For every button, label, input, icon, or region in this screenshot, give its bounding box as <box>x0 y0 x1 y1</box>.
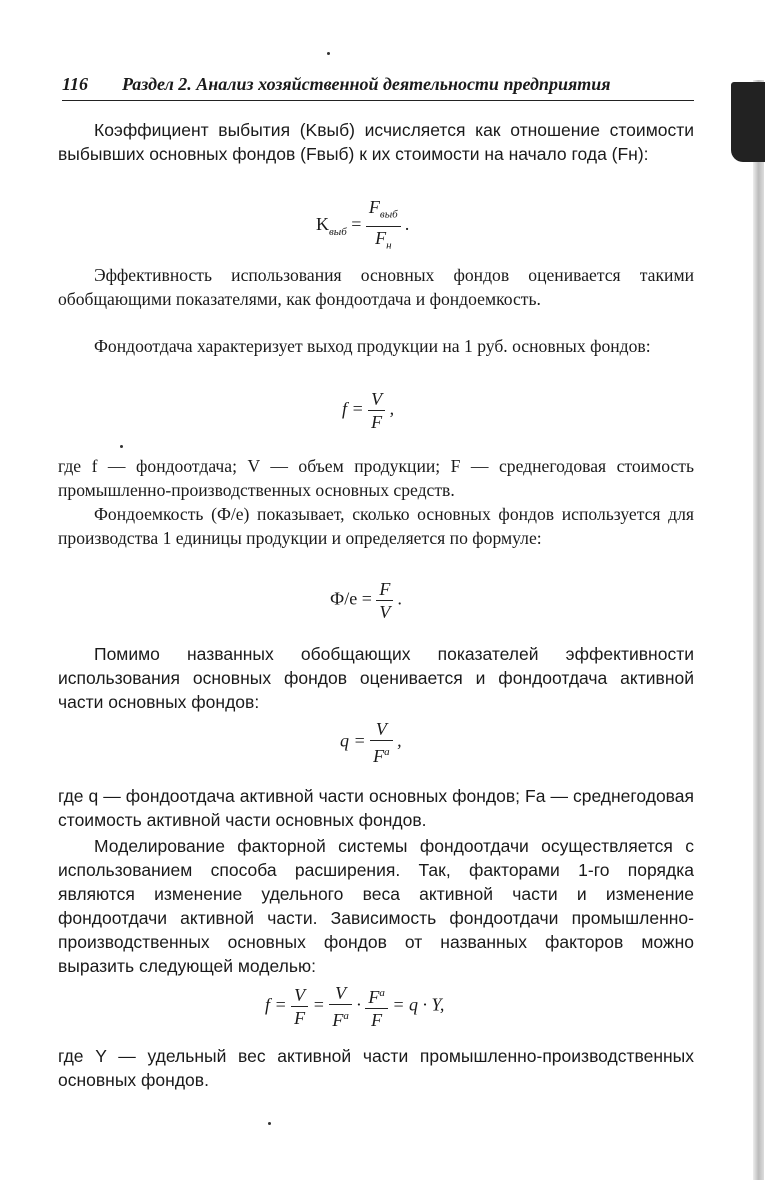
scan-speck <box>327 52 330 55</box>
formula-capital-intensity: Ф/е = $\frac{F}{V}$ . <box>330 579 403 622</box>
paragraph-capital-intensity: Фондоемкость (Ф/е) показывает, сколько основных фондов используется для производства 1 единицы продукции и определяется по формуле: <box>58 504 694 548</box>
paragraph-factor-model: Моделирование факторной системы фондоотдачи осуществляется с использованием способа расширения. Так, факторами 1-го порядка являются изменение удельного веса активной части и изменение фондоотдачи активной части. Зависимость фондоотдачи промышленно-производственных основных фондов от названных факторов можно выразить следующей моделью: <box>58 836 694 976</box>
formula-capital-productivity: f = $\frac{V}{F}$ , <box>342 389 395 432</box>
fraction: $\frac{F^a}{F}$ <box>365 982 388 1031</box>
fraction: $\frac{V}{F^a}$ <box>370 718 393 767</box>
paragraph-definitions-q: где q — фондоотдача активной части основных фондов; Fa — среднегодовая стоимость активной части основных фондов. <box>58 786 694 830</box>
running-header <box>62 74 694 101</box>
page-edge-mark <box>731 82 765 162</box>
header-title: Раздел 2. Анализ хозяйственной деятельности предприятия <box>122 74 611 94</box>
formula-active-productivity: q = $\frac{V}{F^a}$ , <box>340 719 402 766</box>
page-edge-shadow <box>753 80 764 1180</box>
paragraph-active-part: Помимо названных обобщающих показателей эффективности использования основных фондов оценивается и фондоотдача активной части основных фондов: <box>58 644 694 712</box>
fraction: $\frac{V}{F}$ <box>291 984 308 1029</box>
formula-factor-model: f = $\frac{V}{F}$ = $\frac{V}{F^a}$ · $\frac{F^a}{F}$ = q · Y, <box>265 983 445 1030</box>
paragraph-definition-y: где Y — удельный вес активной части промышленно-производственных основных фондов. <box>58 1046 694 1090</box>
scan-speck <box>120 445 123 448</box>
paragraph-retirement-coefficient: Коэффициент выбытия (Kвыб) исчисляется как отношение стоимости выбывших основных фондов (Fвыб) к их стоимости на начало года (Fн): <box>58 120 694 164</box>
paragraph-capital-productivity: Фондоотдача характеризует выход продукции на 1 руб. основных фондов: <box>94 336 651 356</box>
formula-retirement-coefficient: $K_{выб}$ = $\frac{F_{выб}}{F_н}$ . <box>316 196 410 256</box>
fraction: $\frac{V}{F^a}$ <box>329 982 352 1031</box>
paragraph-definitions-f: где f — фондоотдача; V — объем продукции; F — среднегодовая стоимость промышленно-производственных основных средств. <box>58 456 694 500</box>
scan-speck <box>268 1122 271 1125</box>
paragraph-efficiency: Эффективность использования основных фондов оценивается такими обобщающими показателями, как фондоотдача и фондоемкость. <box>58 265 694 309</box>
fraction: $\frac{F}{V}$ <box>376 578 393 623</box>
page-number: 116 <box>62 74 89 94</box>
fraction: $\frac{F_{выб}}{F_н}$ <box>366 196 401 256</box>
fraction: $\frac{V}{F}$ <box>368 388 385 433</box>
